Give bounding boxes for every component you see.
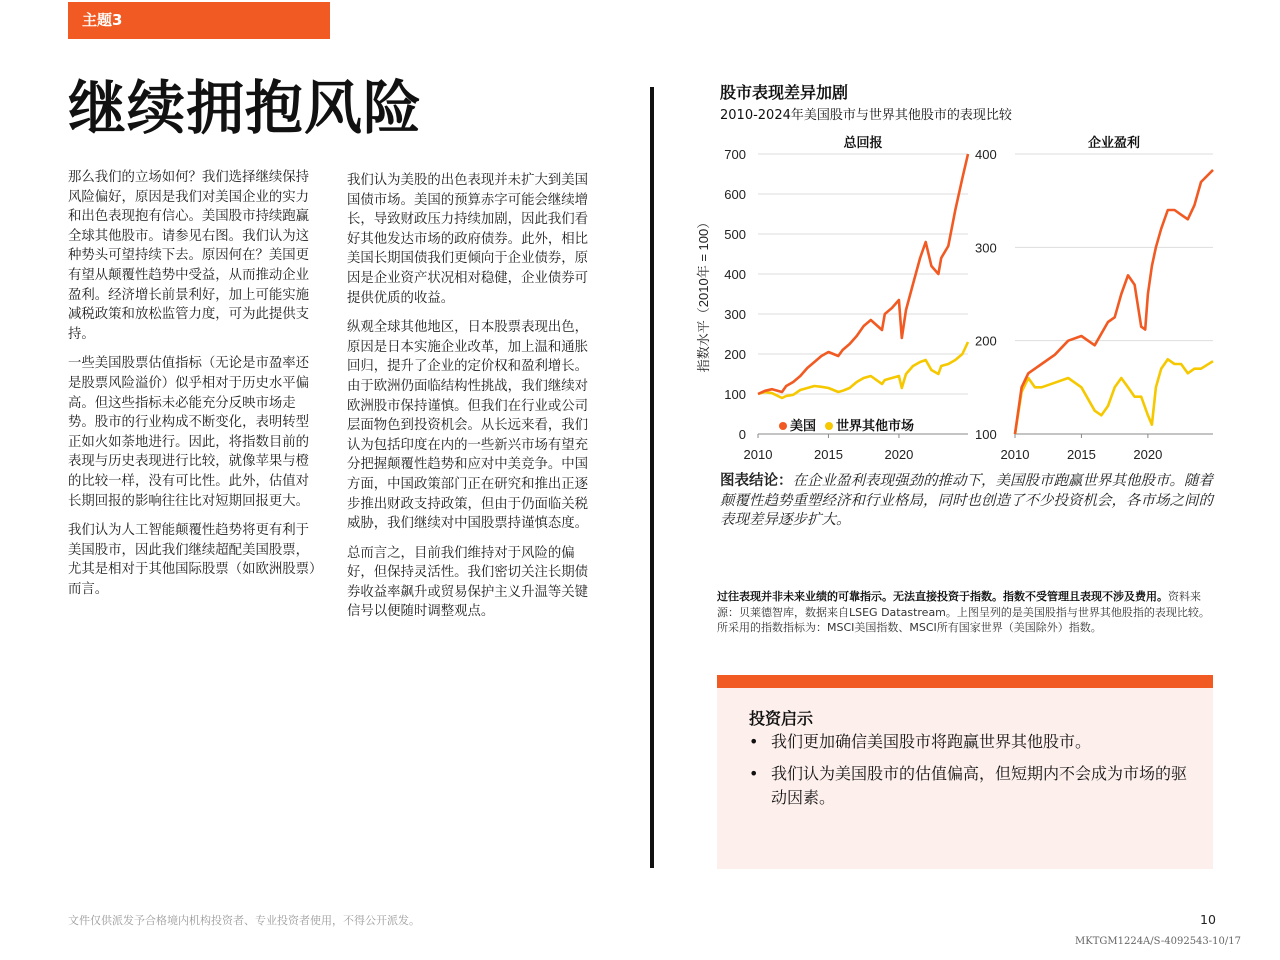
paragraph: 我们认为人工智能颠覆性趋势将更有利于美国股市，因此我们继续超配美国股票，尤其是相对于其他国际股票（如欧洲股票）而言。: [68, 523, 316, 597]
y-tick-label: 500: [724, 227, 746, 242]
paragraph: 纵观全球其他地区，日本股票表现出色，原因是日本实施企业改革，加上温和通胀回归，提升了企业的定价权和盈利增长。由于欧洲仍面临结构性挑战，我们继续对欧洲股市保持谨慎。但我们在行业或公司层面物色到投资机会。从长远来看，我们认为包括印度在内的一些新兴市场有望充分把握颠覆性趋势和应对中美竞争。中国方面，中国政策部门正在研究和推出正逐步推出财政支持政策，但由于仍面临关税威胁，我们继续对中国股票持谨慎态度。: [347, 320, 589, 532]
paragraph: 那么我们的立场如何？我们选择继续保持风险偏好，原因是我们对美国企业的实力和出色表现抱有信心。美国股市持续跑赢全球其他股市。请参见右图。我们认为这种势头可望持续下去。原因何在？美国更有望从颠覆性趋势中受益，从而推动企业盈利。经济增长前景利好，加上可能实施减税政策和放松监管力度，可为此提供支持。: [68, 170, 310, 342]
y-tick-label: 300: [975, 240, 997, 256]
disclaimer-text: 资料来源：贝莱德智库，数据来自LSEG Datastream。上图呈列的是美国股指与世界其他股指的表现比较。所采用的指数指标为：MSCI美国指数、MSCI所有国家世界（美国除外）指数。: [717, 590, 1210, 634]
x-tick-label: 2010: [1000, 447, 1030, 462]
chart-title: 股市表现差异加剧: [720, 83, 849, 102]
y-tick-label: 700: [724, 147, 746, 162]
legend-marker-rest-of-world: [825, 422, 833, 430]
paragraph: 一些美国股票估值指标（无论是市盈率还是股票风险溢价）似乎相对于历史水平偏高。但这些指标未必能充分反映市场走势。股市的行业构成不断变化，表明转型正如火如荼地进行。因此，将指数目前的表现与历史表现进行比较，就像苹果与橙的比较一样，没有可比性。此外，估值对长期回报的影响往往比对短期回报更大。: [68, 356, 310, 509]
text-column-left: [68, 168, 322, 609]
disclaimer-bold: 过往表现并非未来业绩的可靠指示。无法直接投资于指数。指数不受管理且表现不涉及费用。: [717, 590, 1168, 603]
implication-item: [749, 762, 1189, 810]
page-title: 继续拥抱风险: [68, 74, 423, 142]
implication-item: [749, 730, 1189, 754]
implications-title: 投资启示: [749, 709, 814, 728]
charts-figure: [690, 128, 1220, 468]
bullet-icon: •: [749, 764, 759, 783]
series-line-us: [1015, 170, 1213, 434]
chart-conclusion-label: 图表结论：: [720, 473, 793, 489]
y-tick-label: 200: [724, 347, 746, 362]
footer-note: 文件仅供派发予合格境内机构投资者、专业投资者使用，不得公开派发。: [68, 914, 420, 927]
implication-text: 我们更加确信美国股市将跑赢世界其他股市。: [771, 732, 1092, 751]
x-tick-label: 2015: [814, 447, 843, 462]
chart-disclaimer: [717, 589, 1215, 636]
panel-title: 企业盈利: [1087, 135, 1141, 150]
y-tick-label: 400: [975, 147, 997, 162]
x-tick-label: 2020: [884, 447, 914, 462]
x-tick-label: 2015: [1066, 447, 1096, 462]
y-tick-label: 300: [724, 307, 746, 322]
series-line-rest-of-world: [1015, 359, 1213, 434]
legend-label-us: 美国: [790, 418, 817, 433]
y-axis-label: 指数水平（2010年 = 100）: [696, 215, 711, 373]
vertical-divider: [650, 87, 654, 868]
text-column-right: [347, 171, 601, 632]
legend-marker-us: [779, 422, 787, 430]
paragraph: 我们认为美股的出色表现并未扩大到美国国债市场。美国的预算赤字可能会继续增长，导致财政压力持续加剧，因此我们看好其他发达市场的政府债券。此外，相比美国长期国债我们更倾向于企业债券，原因是企业资产状况相对稳健，企业债券可提供优质的收益。: [347, 173, 589, 306]
y-tick-label: 100: [724, 387, 746, 402]
panel-title: 总回报: [843, 135, 883, 150]
chart-conclusion-text: 在企业盈利表现强劲的推动下，美国股市跑赢世界其他股市。随着颠覆性趋势重塑经济和行业格局，同时也创造了不少投资机会，各市场之间的表现差异逐步扩大。: [720, 473, 1213, 528]
chart-subtitle: 2010-2024年美国股市与世界其他股市的表现比较: [720, 108, 1012, 123]
y-tick-label: 400: [724, 267, 746, 282]
page-number: 10: [1200, 912, 1216, 927]
series-line-rest-of-world: [758, 342, 968, 398]
topic-badge: 主题3: [68, 2, 330, 39]
y-tick-label: 600: [724, 187, 746, 202]
y-tick-label: 0: [738, 427, 746, 442]
y-tick-label: 200: [975, 333, 997, 349]
implications-accent-bar: [717, 675, 1213, 688]
y-tick-label: 100: [975, 427, 997, 442]
x-tick-label: 2020: [1133, 447, 1163, 462]
implication-text: 我们认为美国股市的估值偏高，但短期内不会成为市场的驱动因素。: [771, 764, 1188, 807]
paragraph: 总而言之，目前我们维持对于风险的偏好，但保持灵活性。我们密切关注长期债券收益率飙升或贸易保护主义升温等关键信号以便随时调整观点。: [347, 545, 589, 620]
chart-conclusion: [720, 472, 1215, 531]
bullet-icon: •: [749, 732, 759, 751]
legend-label-rest-of-world: 世界其他市场: [836, 418, 915, 433]
x-tick-label: 2010: [743, 447, 773, 462]
document-code: MKTGM1224A/S-4092543-10/17: [1075, 936, 1241, 947]
